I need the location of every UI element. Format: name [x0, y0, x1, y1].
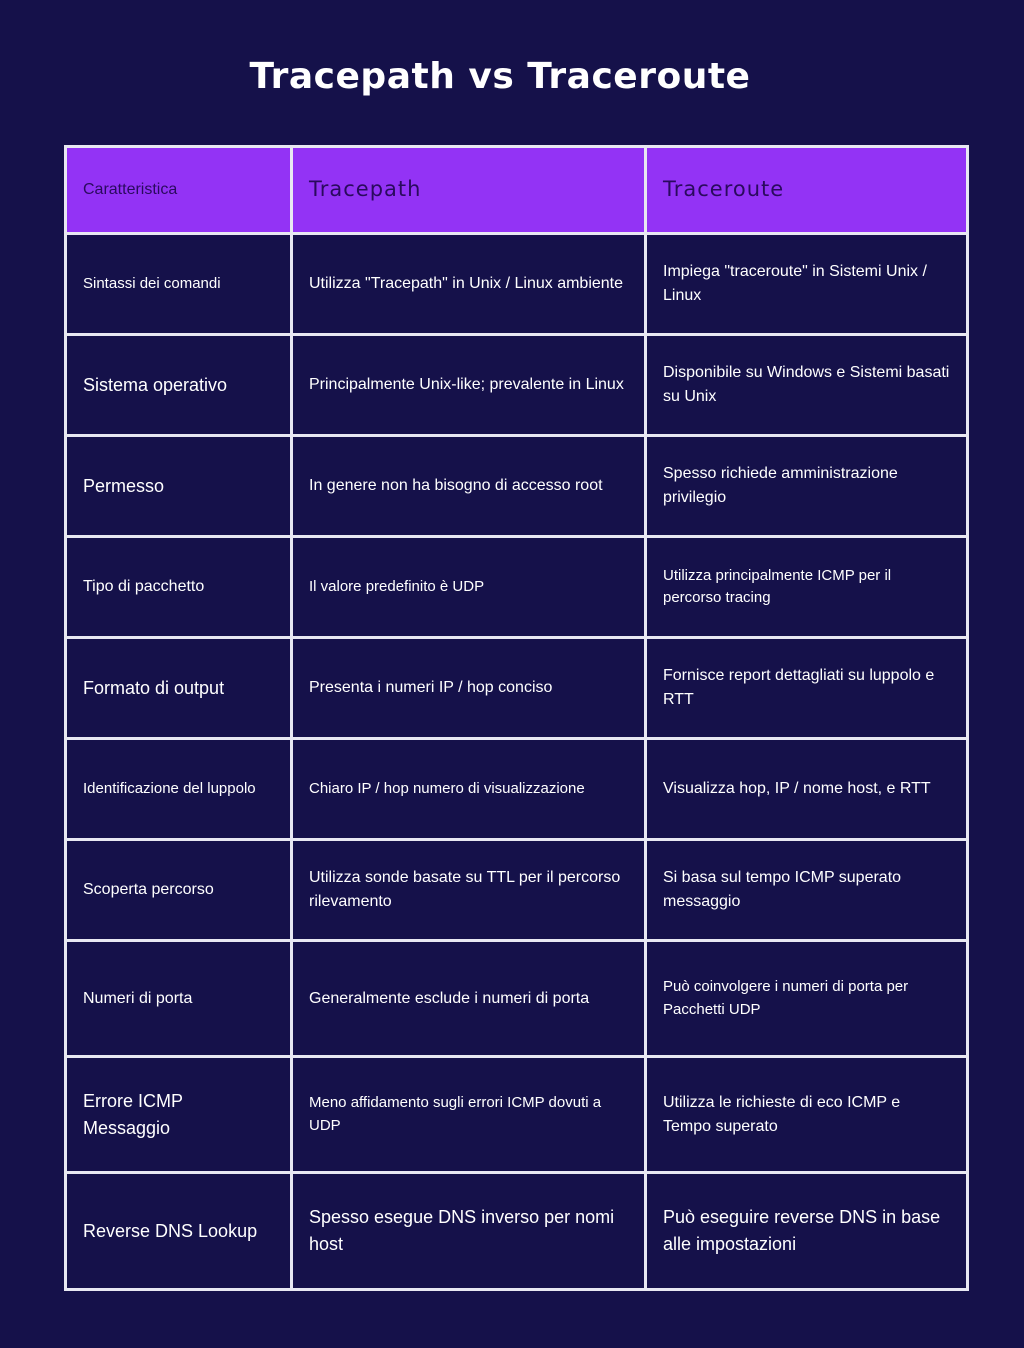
feature-cell: Errore ICMP Messaggio — [66, 1057, 292, 1173]
feature-cell: Permesso — [66, 436, 292, 537]
traceroute-cell: Disponibile su Windows e Sistemi basati su Unix — [646, 335, 968, 436]
table-row — [66, 436, 968, 537]
tracepath-cell: Spesso esegue DNS inverso per nomi host — [292, 1173, 646, 1290]
page-title: Tracepath vs Traceroute — [249, 56, 751, 97]
feature-cell: Tipo di pacchetto — [66, 537, 292, 638]
feature-cell: Numeri di porta — [66, 941, 292, 1057]
tracepath-cell: Chiaro IP / hop numero di visualizzazione — [292, 739, 646, 840]
header-row — [66, 147, 968, 234]
comparison-table — [64, 145, 969, 1291]
tracepath-cell: Meno affidamento sugli errori ICMP dovuti a UDP — [292, 1057, 646, 1173]
traceroute-cell: Può coinvolgere i numeri di porta per Pacchetti UDP — [646, 941, 968, 1057]
traceroute-cell: Impiega "traceroute" in Sistemi Unix / Linux — [646, 234, 968, 335]
table-row — [66, 941, 968, 1057]
table-row — [66, 739, 968, 840]
traceroute-cell: Utilizza principalmente ICMP per il percorso tracing — [646, 537, 968, 638]
tracepath-cell: Utilizza "Tracepath" in Unix / Linux ambiente — [292, 234, 646, 335]
table-row — [66, 335, 968, 436]
tracepath-cell: Il valore predefinito è UDP — [292, 537, 646, 638]
header-feature: Caratteristica — [66, 147, 292, 234]
tracepath-cell: Presenta i numeri IP / hop conciso — [292, 638, 646, 739]
tracepath-cell: Principalmente Unix-like; prevalente in Linux — [292, 335, 646, 436]
traceroute-cell: Si basa sul tempo ICMP superato messaggio — [646, 840, 968, 941]
feature-cell: Sintassi dei comandi — [66, 234, 292, 335]
traceroute-cell: Utilizza le richieste di eco ICMP e Tempo superato — [646, 1057, 968, 1173]
table-row — [66, 537, 968, 638]
table-row — [66, 638, 968, 739]
feature-cell: Reverse DNS Lookup — [66, 1173, 292, 1290]
header-traceroute: Traceroute — [646, 147, 968, 234]
traceroute-cell: Spesso richiede amministrazione privilegio — [646, 436, 968, 537]
table-row — [66, 840, 968, 941]
feature-cell: Scoperta percorso — [66, 840, 292, 941]
tracepath-cell: Generalmente esclude i numeri di porta — [292, 941, 646, 1057]
feature-cell: Formato di output — [66, 638, 292, 739]
traceroute-cell: Fornisce report dettagliati su luppolo e RTT — [646, 638, 968, 739]
tracepath-cell: In genere non ha bisogno di accesso root — [292, 436, 646, 537]
tracepath-cell: Utilizza sonde basate su TTL per il percorso rilevamento — [292, 840, 646, 941]
feature-cell: Identificazione del luppolo — [66, 739, 292, 840]
header-tracepath: Tracepath — [292, 147, 646, 234]
traceroute-cell: Può eseguire reverse DNS in base alle impostazioni — [646, 1173, 968, 1290]
table-row — [66, 234, 968, 335]
table-row — [66, 1057, 968, 1173]
table-row — [66, 1173, 968, 1290]
traceroute-cell: Visualizza hop, IP / nome host, e RTT — [646, 739, 968, 840]
feature-cell: Sistema operativo — [66, 335, 292, 436]
